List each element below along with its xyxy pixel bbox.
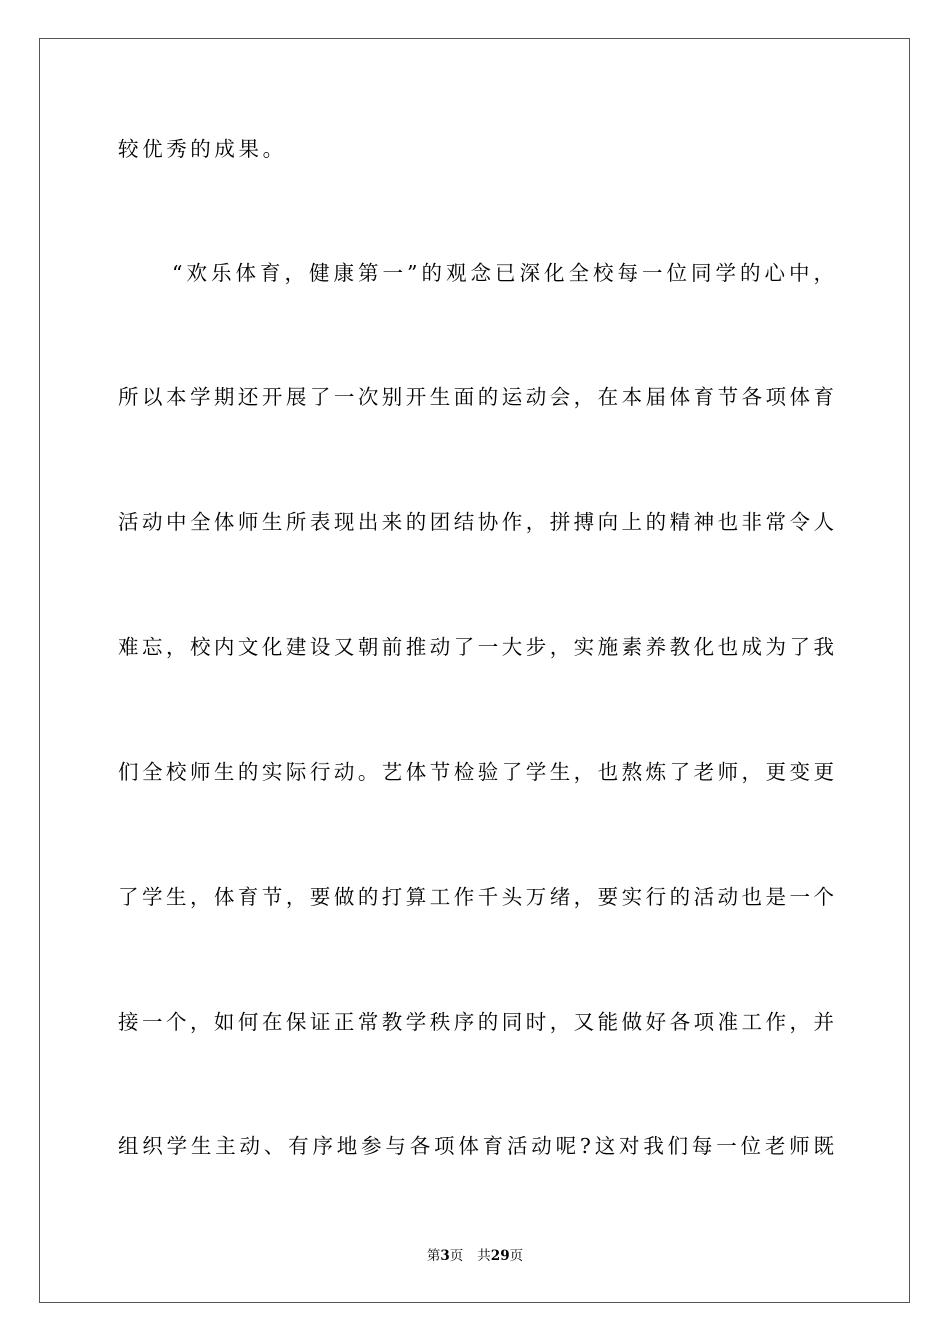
total-suffix: 页 xyxy=(509,1248,524,1264)
paragraph-line: “欢乐体育，健康第一”的观念已深化全校每一位同学的心中， xyxy=(172,261,834,285)
paragraph-line: 接一个，如何在保证正常教学秩序的同时，又能做好各项准工作，并 xyxy=(118,1010,834,1034)
paragraph-line: 组织学生主动、有序地参与各项体育活动呢?这对我们每一位老师既 xyxy=(118,1134,834,1158)
page-footer xyxy=(0,1246,950,1266)
page-border xyxy=(39,38,910,1303)
total-prefix: 共 xyxy=(477,1248,491,1264)
page-prefix: 第 xyxy=(426,1248,441,1264)
paragraph-line: 了学生，体育节，要做的打算工作千头万绪，要实行的活动也是一个 xyxy=(118,885,834,909)
paragraph-line: 难忘，校内文化建设又朝前推动了一大步，实施素养教化也成为了我 xyxy=(118,635,834,659)
paragraph-line: 所以本学期还开展了一次别开生面的运动会，在本届体育节各项体育 xyxy=(118,385,834,409)
total-pages: 29 xyxy=(490,1248,510,1264)
paragraph-line: 们全校师生的实际行动。艺体节检验了学生，也熬炼了老师，更变更 xyxy=(118,760,834,784)
page-suffix: 页 xyxy=(449,1248,464,1264)
page-number: 3 xyxy=(440,1248,450,1264)
paragraph-line: 活动中全体师生所表现出来的团结协作，拼搏向上的精神也非常令人 xyxy=(118,510,834,534)
paragraph-line: 较优秀的成果。 xyxy=(118,137,287,161)
